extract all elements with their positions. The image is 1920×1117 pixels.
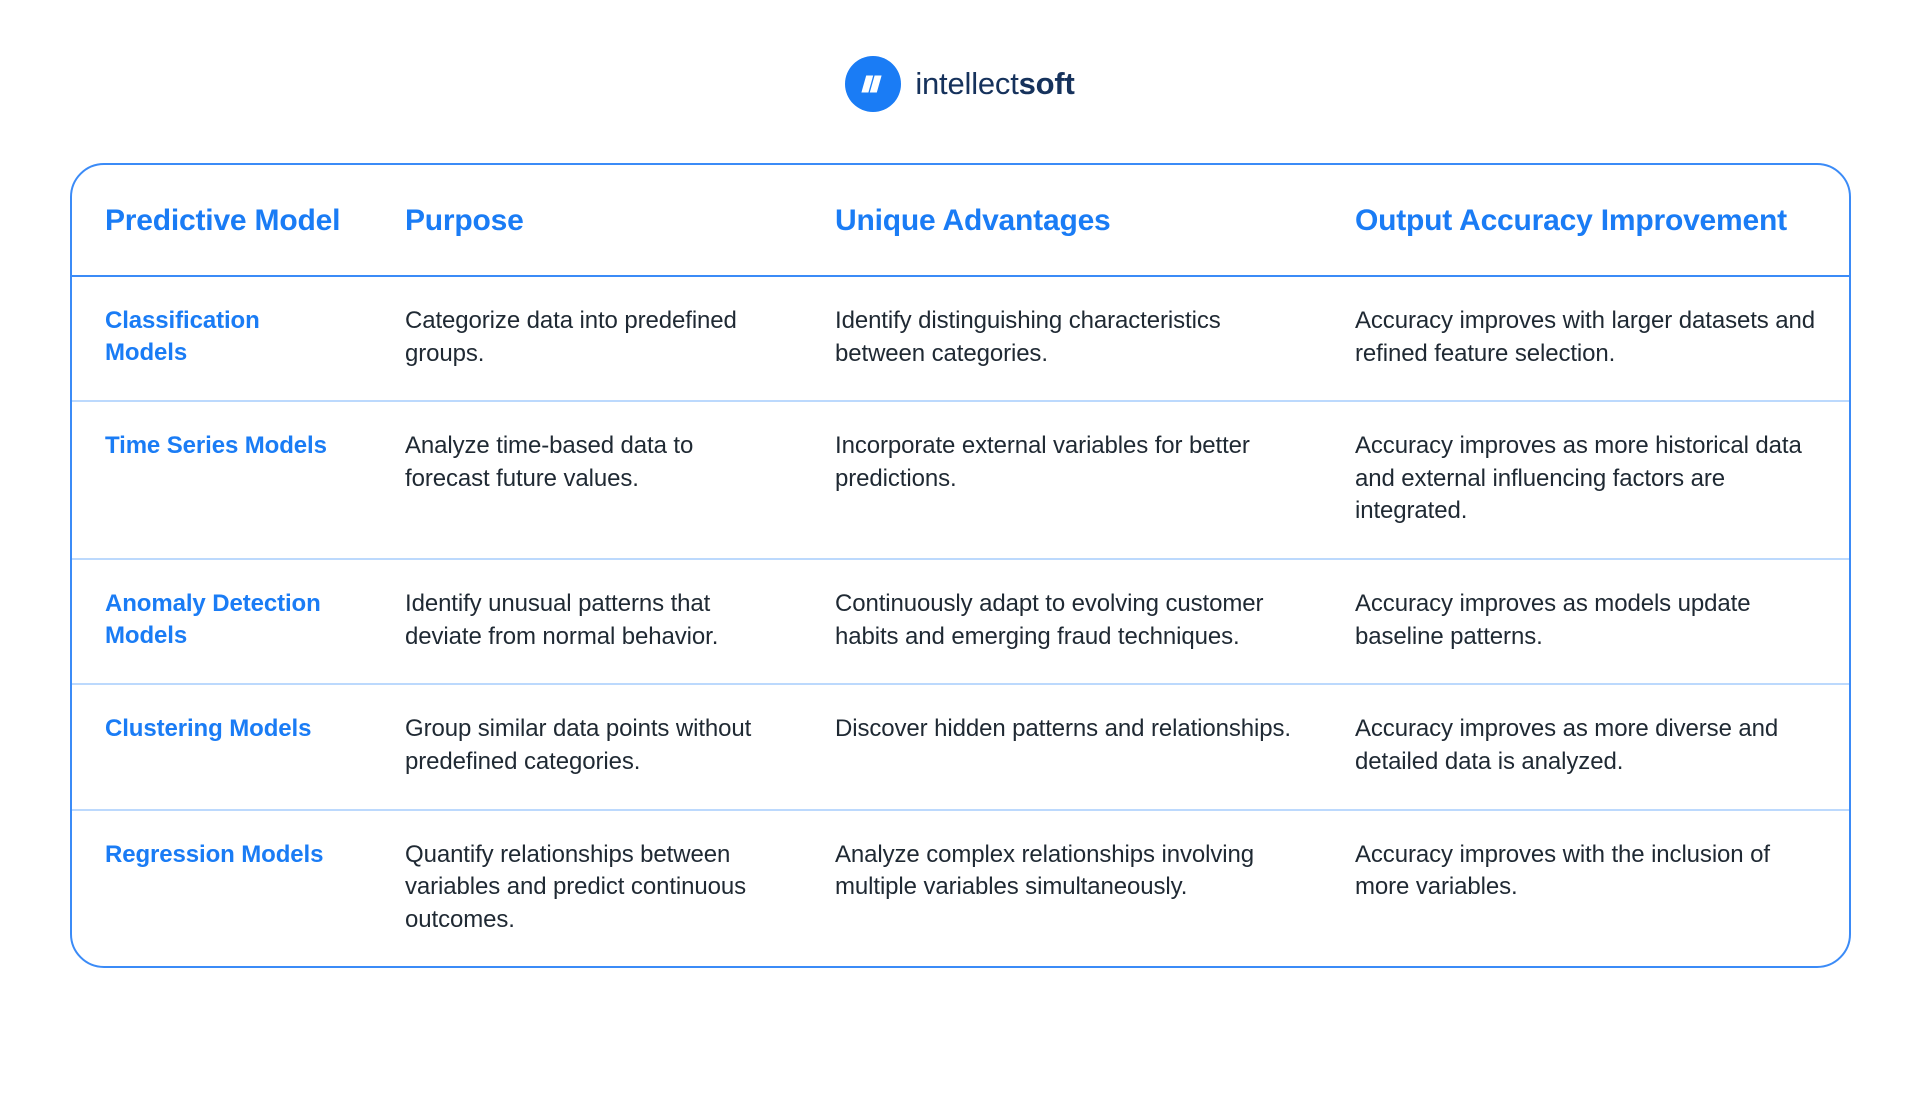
model-name: Classification Models: [105, 306, 260, 367]
accuracy-text: Accuracy improves with the inclusion of more variables.: [1355, 840, 1770, 901]
accuracy-text: Accuracy improves as more diverse and detailed data is analyzed.: [1355, 715, 1779, 775]
cell-purpose: [372, 401, 802, 559]
cell-advantages: [802, 401, 1322, 559]
advantages-text: Continuously adapt to evolving customer habits and emerging fraud techniques.: [835, 590, 1264, 650]
cell-accuracy: [1322, 810, 1851, 967]
advantages-text: Incorporate external variables for better predictions.: [835, 432, 1250, 492]
table-row: [72, 559, 1851, 684]
table-body: [72, 276, 1851, 967]
column-header-label: Unique Advantages: [835, 204, 1111, 237]
purpose-text: Identify unusual patterns that deviate from normal behavior.: [405, 590, 719, 650]
cell-model: [72, 559, 372, 684]
cell-model: [72, 684, 372, 809]
advantages-text: Identify distinguishing characteristics between categories.: [835, 306, 1221, 367]
cell-model: [72, 810, 372, 967]
table-header-row: [72, 165, 1851, 276]
cell-advantages: [802, 276, 1322, 401]
brand-header: [0, 0, 1920, 112]
brand-name-bold: soft: [1018, 66, 1075, 101]
purpose-text: Group similar data points without predefined categories.: [405, 715, 752, 775]
cell-accuracy: [1322, 684, 1851, 809]
cell-purpose: [372, 684, 802, 809]
model-name: Anomaly Detection Models: [105, 590, 321, 650]
table-row: [72, 401, 1851, 559]
table-row: [72, 684, 1851, 809]
column-header-label: Purpose: [405, 204, 524, 237]
cell-model: [72, 401, 372, 559]
cell-accuracy: [1322, 401, 1851, 559]
column-header-label: Output Accuracy Improvement: [1355, 204, 1787, 237]
table-row: [72, 810, 1851, 967]
purpose-text: Analyze time-based data to forecast future values.: [405, 432, 694, 492]
column-header-unique-advantages: [802, 165, 1322, 276]
cell-accuracy: [1322, 559, 1851, 684]
comparison-table-card: [70, 163, 1851, 968]
column-header-label: Predictive Model: [105, 204, 341, 237]
accuracy-text: Accuracy improves as more historical data and external influencing factors are integrated.: [1355, 432, 1802, 525]
accuracy-text: Accuracy improves with larger datasets and refined feature selection.: [1355, 306, 1816, 367]
model-name: Time Series Models: [105, 432, 327, 460]
column-header-purpose: [372, 165, 802, 276]
cell-advantages: [802, 559, 1322, 684]
column-header-predictive-model: [72, 165, 372, 276]
cell-accuracy: [1322, 276, 1851, 401]
purpose-text: Categorize data into predefined groups.: [405, 306, 737, 367]
advantages-text: Discover hidden patterns and relationships.: [835, 715, 1291, 743]
purpose-text: Quantify relationships between variables and predict continuous outcomes.: [405, 840, 747, 933]
brand-name-light: intellect: [915, 66, 1019, 101]
table-header: [72, 165, 1851, 276]
column-header-output-accuracy-improvement: [1322, 165, 1851, 276]
predictive-models-table: [72, 165, 1851, 966]
cell-purpose: [372, 810, 802, 967]
model-name: Clustering Models: [105, 715, 312, 743]
brand-name: [915, 66, 1074, 102]
cell-purpose: [372, 559, 802, 684]
advantages-text: Analyze complex relationships involving multiple variables simultaneously.: [835, 840, 1254, 901]
cell-purpose: [372, 276, 802, 401]
model-name: Regression Models: [105, 840, 324, 868]
cell-advantages: [802, 684, 1322, 809]
cell-model: [72, 276, 372, 401]
table-row: [72, 276, 1851, 401]
cell-advantages: [802, 810, 1322, 967]
intellectsoft-logo-icon: [845, 56, 901, 112]
accuracy-text: Accuracy improves as models update baseline patterns.: [1355, 590, 1751, 650]
